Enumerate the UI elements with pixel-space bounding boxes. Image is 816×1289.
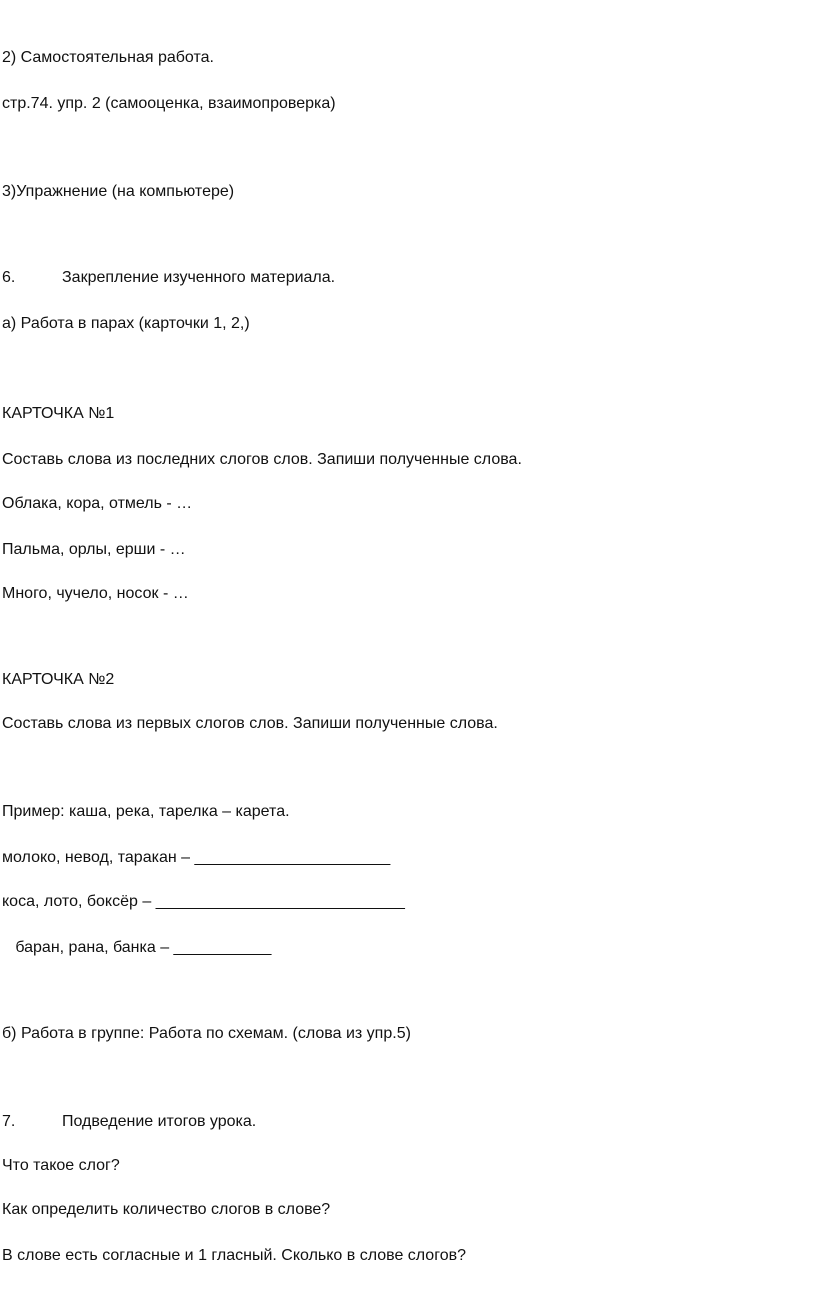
- section-title: Подведение итогов урока.: [62, 1113, 257, 1130]
- question-line: Как определить количество слогов в слове?: [2, 1201, 331, 1218]
- card2-item: баран, рана, банка – ___________: [2, 939, 272, 956]
- card2-title: КАРТОЧКА №2: [2, 671, 115, 688]
- section-independent-work: 2) Самостоятельная работа.: [2, 49, 214, 66]
- section-number: 6.: [2, 269, 16, 286]
- group-work-line: б) Работа в группе: Работа по схемам. (слова из упр.5): [2, 1025, 411, 1042]
- computer-exercise-text: 3)Упражнение (на компьютере): [2, 183, 235, 200]
- card1-item: Много, чучело, носок - …: [2, 585, 189, 602]
- section-7-heading: [2, 1112, 256, 1132]
- textbook-exercise-line: стр.74. упр. 2 (самооценка, взаимопроверка): [2, 95, 336, 112]
- card2-example: Пример: каша, река, тарелка – карета.: [2, 803, 290, 820]
- section-6-heading: [2, 268, 335, 288]
- card1-item: Пальма, орлы, ерши - …: [2, 541, 186, 558]
- card1-title: КАРТОЧКА №1: [2, 405, 115, 422]
- section-number: 7.: [2, 1113, 16, 1130]
- pair-work-line: а) Работа в парах (карточки 1, 2,): [2, 315, 250, 332]
- section-title: Закрепление изученного материала.: [62, 269, 336, 286]
- card2-item: коса, лото, боксёр – ____________________________: [2, 893, 405, 910]
- card1-task: Составь слова из последних слогов слов. Запиши полученные слова.: [2, 451, 522, 468]
- card1-item: Облака, кора, отмель - …: [2, 495, 193, 512]
- computer-exercise-line: [2, 182, 234, 202]
- question-line: Что такое слог?: [2, 1157, 120, 1174]
- card2-item: молоко, невод, таракан – ______________________: [2, 849, 391, 866]
- card2-task: Составь слова из первых слогов слов. Запиши полученные слова.: [2, 715, 498, 732]
- question-line: В слове есть согласные и 1 гласный. Сколько в слове слогов?: [2, 1247, 466, 1264]
